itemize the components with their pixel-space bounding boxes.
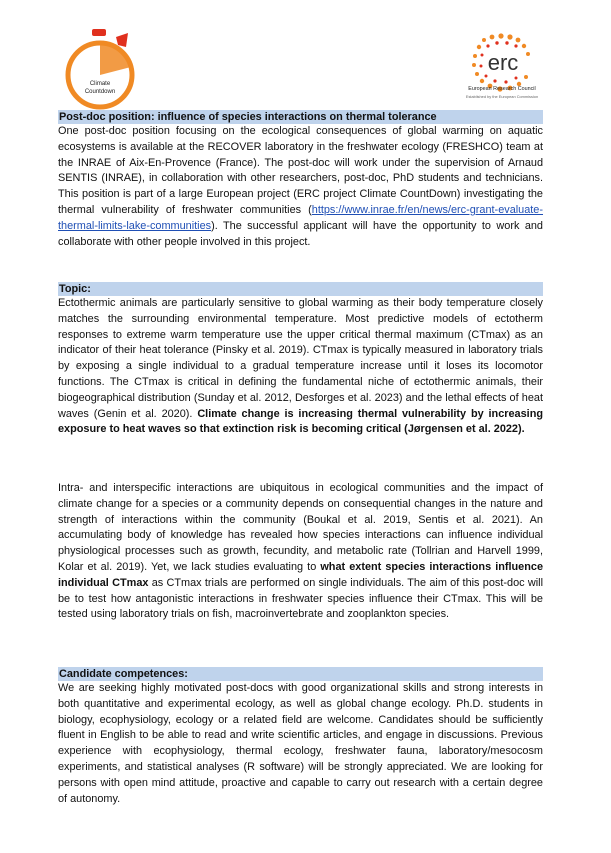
competences-paragraph: We are seeking highly motivated post-docs with good organizational skills and strong interests in both quantitative and experimental ecology, as well as global change ecology. Ph.D. students in biology, ecophysiology, ecology or a related field are welcome. Candidates should be sufficiently fluent in English to be able to read and write scientific articles, and engage in discussions. Previous experience with ecophysiology, thermal ecology, freshwater fauna, laboratory/mesocosm experiments, and statistical analyses (R software) will be strongly appreciated. We are looking for persons with open mind attitude, proactive and capable to carry out research with a certain degree of autonomy.	[58, 682, 543, 805]
section-heading-position: Post-doc position: influence of species interactions on thermal tolerance	[58, 110, 543, 124]
topic2-text-a: Intra- and interspecific interactions are ubiquitous in ecological communities and the impact of climate change for a species or a community depends on consequential changes in the nature and strength of interactions within the community (Boukal et al. 2019, Sentis et al. 2021). An accumulating body of knowledge has revealed how species interactions can influence individual physiological processes such as growth, fecundity, and metabolic rate (Tollrian and Harvell 1999, Kolar et al. 2019). Yet, we lack studies evaluating to	[58, 482, 543, 573]
logo-text-climate: Climate	[89, 81, 111, 87]
stopwatch-top-icon	[92, 29, 106, 36]
logo-text-countdown: Countdown	[84, 89, 116, 95]
topic2-bold: what extent species interactions influence individual CTmax	[58, 560, 543, 589]
position-paragraph	[58, 124, 543, 250]
topic-text-a: Ectothermic animals are particularly sensitive to global warming as their body temperature closely matches the surrounding environmental temperature. Most predictive models of ectotherm responses to extreme warm temperature use the upper critical thermal maximum (CTmax) as an indicator of their heat tolerance (Pinsky et al. 2019). CTmax is typically measured in laboratory trials by exposing a single individual to a gradual temperature increase until it loses its locomotor functions. The CTmax is critical in defining the fundamental niche of ectothermic animals, their biogeographical distribution (Sunday et al. 2012, Desforges et al. 2023) and the lethal effects of heat waves (Genin et al. 2020).	[58, 297, 543, 420]
stopwatch-button-icon	[116, 33, 128, 47]
position-text-a: One post-doc position focusing on the ecological consequences of global warming on aquatic ecosystems is available at the RECOVER laboratory in the freshwater ecology (FRESHCO) team at the INRAE of Aix-En-Provence (France). The post-doc will work under the supervision of Arnaud SENTIS (INRAE), in collaboration with other researchers, post-doc, PhD students and technicians. This position is part of a large European project (ERC project Climate CountDown) investigating the thermal vulnerability of freshwater communities (	[58, 125, 543, 216]
topic-paragraph-1	[58, 296, 543, 438]
project-link[interactable]: https://www.inrae.fr/en/news/erc-grant-evaluate-thermal-limits-lake-communities	[58, 203, 543, 232]
topic-paragraph-2	[58, 481, 543, 623]
section-heading-competences: Candidate competences:	[58, 667, 543, 681]
erc-caption	[442, 86, 562, 100]
section-heading-topic: Topic:	[58, 282, 543, 296]
erc-subtitle: Established by the European Commission	[465, 94, 539, 99]
climate-countdown-logo	[62, 27, 140, 113]
section-topic-continued	[58, 481, 543, 623]
section-competences	[58, 667, 543, 807]
erc-name: European Research Council	[468, 86, 536, 92]
topic2-text-b: as CTmax trials are performed on single individuals. The aim of this post-doc will be to test how antagonistic interactions in freshwater species influence their CTmax. This will be tested using laboratory trials on fish, macroinvertebrate and zooplankton species.	[58, 576, 543, 621]
section-position	[58, 110, 543, 250]
erc-mark-text: erc	[487, 50, 519, 75]
position-text-b: ). The successful applicant will have the opportunity to work and collaborate with other people involved in this project.	[58, 219, 543, 248]
topic-bold-statement: Climate change is increasing thermal vulnerability by increasing exposure to heat waves so that extinction risk is becoming critical (Jørgensen et al. 2022).	[58, 407, 544, 436]
section-topic	[58, 282, 543, 438]
